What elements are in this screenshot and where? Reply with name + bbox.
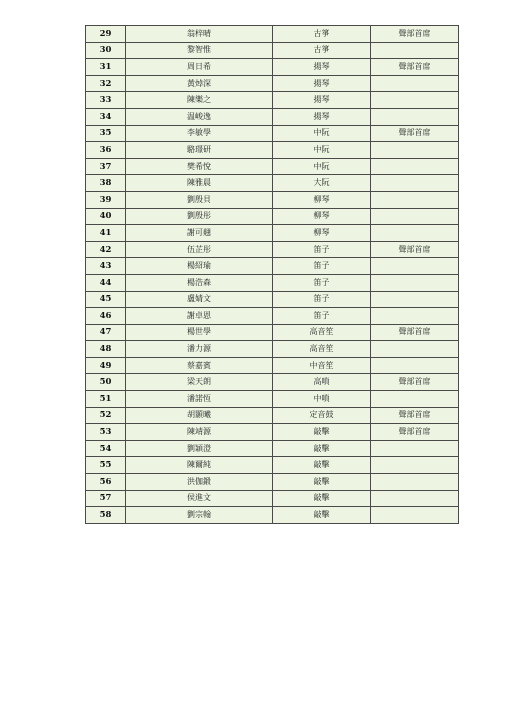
row-number-cell: 48: [86, 341, 126, 358]
section-role-cell: [371, 507, 459, 524]
row-number-cell: 38: [86, 175, 126, 192]
member-name-cell: 駱璟研: [126, 142, 273, 159]
member-name-cell: 陳爾純: [126, 457, 273, 474]
row-number-cell: 53: [86, 424, 126, 441]
row-number-cell: 43: [86, 258, 126, 275]
row-number-cell: 29: [86, 26, 126, 43]
instrument-cell: 柳琴: [273, 208, 371, 225]
instrument-cell: 柳琴: [273, 191, 371, 208]
member-name-cell: 陳雅晨: [126, 175, 273, 192]
member-name-cell: 楊世學: [126, 324, 273, 341]
table-row: [86, 474, 459, 491]
member-name-cell: 潘力源: [126, 341, 273, 358]
row-number-cell: 46: [86, 308, 126, 325]
table-row: [86, 59, 459, 76]
section-role-cell: [371, 391, 459, 408]
table-row: [86, 108, 459, 125]
instrument-cell: 柳琴: [273, 225, 371, 242]
instrument-cell: 古箏: [273, 26, 371, 43]
row-number-cell: 42: [86, 241, 126, 258]
table-row: [86, 258, 459, 275]
instrument-cell: 中阮: [273, 142, 371, 159]
table-row: [86, 158, 459, 175]
row-number-cell: 41: [86, 225, 126, 242]
table-row: [86, 490, 459, 507]
member-name-cell: 劉殷彤: [126, 208, 273, 225]
row-number-cell: 39: [86, 191, 126, 208]
row-number-cell: 58: [86, 507, 126, 524]
table-row: [86, 142, 459, 159]
row-number-cell: 47: [86, 324, 126, 341]
instrument-cell: 敲擊: [273, 474, 371, 491]
instrument-cell: 高音笙: [273, 341, 371, 358]
section-role-cell: [371, 191, 459, 208]
member-name-cell: 胡顥曦: [126, 407, 273, 424]
row-number-cell: 31: [86, 59, 126, 76]
table-row: [86, 241, 459, 258]
instrument-cell: 中阮: [273, 125, 371, 142]
table-row: [86, 424, 459, 441]
member-name-cell: 楊浩森: [126, 274, 273, 291]
member-name-cell: 楊紹瑜: [126, 258, 273, 275]
table-row: [86, 125, 459, 142]
row-number-cell: 45: [86, 291, 126, 308]
section-role-cell: [371, 108, 459, 125]
section-role-cell: [371, 341, 459, 358]
member-name-cell: 温峻逸: [126, 108, 273, 125]
section-role-cell: 聲部首席: [371, 324, 459, 341]
instrument-cell: 中阮: [273, 158, 371, 175]
instrument-cell: 高嗩: [273, 374, 371, 391]
table-row: [86, 324, 459, 341]
table-row: [86, 374, 459, 391]
section-role-cell: [371, 308, 459, 325]
instrument-cell: 敲擊: [273, 490, 371, 507]
section-role-cell: [371, 474, 459, 491]
row-number-cell: 44: [86, 274, 126, 291]
row-number-cell: 33: [86, 92, 126, 109]
member-table-body: [86, 26, 459, 524]
row-number-cell: 54: [86, 440, 126, 457]
member-name-cell: 黎智惟: [126, 42, 273, 59]
member-name-cell: 劉穎澄: [126, 440, 273, 457]
row-number-cell: 34: [86, 108, 126, 125]
instrument-cell: 古箏: [273, 42, 371, 59]
member-name-cell: 伍芷彤: [126, 241, 273, 258]
table-row: [86, 225, 459, 242]
section-role-cell: [371, 175, 459, 192]
table-row: [86, 92, 459, 109]
member-name-cell: 陳靖源: [126, 424, 273, 441]
section-role-cell: 聲部首席: [371, 26, 459, 43]
row-number-cell: 52: [86, 407, 126, 424]
section-role-cell: [371, 457, 459, 474]
section-role-cell: [371, 75, 459, 92]
table-row: [86, 42, 459, 59]
section-role-cell: [371, 158, 459, 175]
row-number-cell: 56: [86, 474, 126, 491]
table-row: [86, 357, 459, 374]
member-name-cell: 李敏學: [126, 125, 273, 142]
member-table: [85, 25, 459, 524]
table-row: [86, 507, 459, 524]
member-name-cell: 陳樂之: [126, 92, 273, 109]
member-name-cell: 洪伽鍛: [126, 474, 273, 491]
table-row: [86, 440, 459, 457]
member-name-cell: 蔡嘉賓: [126, 357, 273, 374]
row-number-cell: 50: [86, 374, 126, 391]
section-role-cell: [371, 225, 459, 242]
table-row: [86, 191, 459, 208]
table-row: [86, 308, 459, 325]
instrument-cell: 定音鼓: [273, 407, 371, 424]
row-number-cell: 32: [86, 75, 126, 92]
section-role-cell: 聲部首席: [371, 59, 459, 76]
section-role-cell: [371, 291, 459, 308]
instrument-cell: 揚琴: [273, 59, 371, 76]
member-name-cell: 翁梓晴: [126, 26, 273, 43]
instrument-cell: 高音笙: [273, 324, 371, 341]
instrument-cell: 笛子: [273, 258, 371, 275]
section-role-cell: [371, 440, 459, 457]
member-name-cell: 潘諾恆: [126, 391, 273, 408]
instrument-cell: 大阮: [273, 175, 371, 192]
row-number-cell: 35: [86, 125, 126, 142]
row-number-cell: 40: [86, 208, 126, 225]
table-row: [86, 274, 459, 291]
section-role-cell: [371, 258, 459, 275]
table-row: [86, 457, 459, 474]
member-name-cell: 樊希悅: [126, 158, 273, 175]
section-role-cell: [371, 274, 459, 291]
table-row: [86, 75, 459, 92]
member-name-cell: 梁天朗: [126, 374, 273, 391]
table-row: [86, 208, 459, 225]
section-role-cell: [371, 490, 459, 507]
section-role-cell: [371, 92, 459, 109]
section-role-cell: 聲部首席: [371, 241, 459, 258]
row-number-cell: 57: [86, 490, 126, 507]
instrument-cell: 揚琴: [273, 75, 371, 92]
instrument-cell: 笛子: [273, 241, 371, 258]
row-number-cell: 30: [86, 42, 126, 59]
member-name-cell: 黃焯深: [126, 75, 273, 92]
section-role-cell: 聲部首席: [371, 424, 459, 441]
member-name-cell: 劉宗翰: [126, 507, 273, 524]
section-role-cell: 聲部首席: [371, 407, 459, 424]
section-role-cell: [371, 357, 459, 374]
member-name-cell: 侯進文: [126, 490, 273, 507]
row-number-cell: 51: [86, 391, 126, 408]
section-role-cell: [371, 142, 459, 159]
section-role-cell: 聲部首席: [371, 125, 459, 142]
member-name-cell: 謝可翹: [126, 225, 273, 242]
instrument-cell: 中嗩: [273, 391, 371, 408]
section-role-cell: [371, 208, 459, 225]
instrument-cell: 笛子: [273, 274, 371, 291]
section-role-cell: [371, 42, 459, 59]
table-row: [86, 407, 459, 424]
row-number-cell: 49: [86, 357, 126, 374]
table-row: [86, 26, 459, 43]
row-number-cell: 55: [86, 457, 126, 474]
table-row: [86, 391, 459, 408]
row-number-cell: 37: [86, 158, 126, 175]
instrument-cell: 笛子: [273, 308, 371, 325]
instrument-cell: 敲擊: [273, 457, 371, 474]
table-row: [86, 341, 459, 358]
instrument-cell: 敲擊: [273, 424, 371, 441]
instrument-cell: 揚琴: [273, 92, 371, 109]
member-name-cell: 周日希: [126, 59, 273, 76]
instrument-cell: 揚琴: [273, 108, 371, 125]
row-number-cell: 36: [86, 142, 126, 159]
section-role-cell: 聲部首席: [371, 374, 459, 391]
instrument-cell: 中音笙: [273, 357, 371, 374]
instrument-cell: 笛子: [273, 291, 371, 308]
member-name-cell: 劉殷貝: [126, 191, 273, 208]
member-name-cell: 盧婧文: [126, 291, 273, 308]
member-name-cell: 謝卓恩: [126, 308, 273, 325]
instrument-cell: 敲擊: [273, 507, 371, 524]
table-row: [86, 291, 459, 308]
table-row: [86, 175, 459, 192]
instrument-cell: 敲擊: [273, 440, 371, 457]
